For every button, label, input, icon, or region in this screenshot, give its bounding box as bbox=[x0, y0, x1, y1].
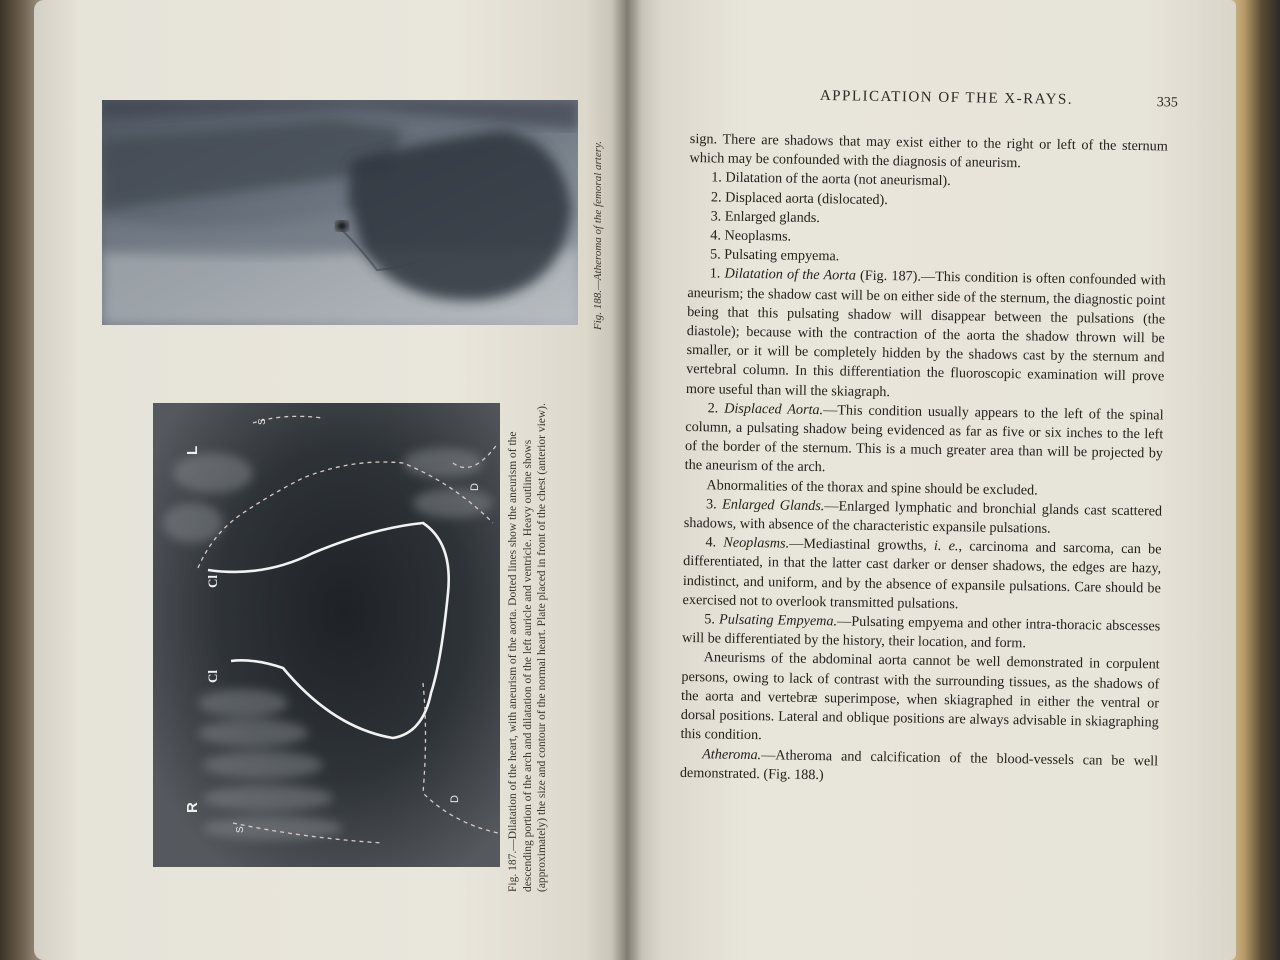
para-number: 4. bbox=[705, 534, 717, 551]
intro-paragraph: sign. There are shadows that may exist either to the right or left of the sternum which may be confounded with the diagnosis of aneurism. bbox=[689, 130, 1168, 172]
fig-187-caption: Fig. 187.—Dilatation of the heart, with aneurism of the aorta. Dotted lines show the aneurism of the descending portion of the arch and dilatation of the left auricle and ventricle. Heavy outline shows (approximately) the size and contour of the normal heart. Plate placed in front of the chest (anterior view). bbox=[507, 403, 548, 892]
running-title: APPLICATION OF THE X-RAYS. bbox=[819, 87, 1074, 108]
para-number: 2. bbox=[707, 400, 719, 417]
label-R: R bbox=[184, 802, 201, 813]
list-item: 1. Dilatation of the aorta (not aneurismal). bbox=[711, 169, 951, 190]
para-number: 3. bbox=[705, 496, 717, 513]
book-gutter bbox=[612, 0, 642, 960]
label-L: L bbox=[184, 445, 201, 455]
list-item: 2. Displaced aorta (dislocated). bbox=[710, 188, 888, 208]
para-body: —Enlarged lymphatic and bronchial glands cast scattered shadows, with absence of the characteristic expansile pulsations. bbox=[683, 498, 1163, 537]
paragraph-neoplasms bbox=[682, 533, 1161, 617]
para-heading: Dilatation of the Aorta bbox=[724, 265, 856, 285]
paragraph-displaced bbox=[685, 399, 1164, 483]
para-body: —Atheroma and calcification of the blood-vessels can be well demonstrated. (Fig. 188.) bbox=[679, 746, 1159, 783]
label-Cl-bottom: Cl bbox=[205, 670, 220, 683]
para-heading: Atheroma. bbox=[702, 745, 762, 763]
paragraph-dilatation bbox=[686, 264, 1166, 406]
para-heading: Displaced Aorta. bbox=[724, 400, 824, 418]
para-number: 5. bbox=[704, 611, 716, 628]
para-heading: Pulsating Empyema. bbox=[718, 611, 838, 630]
para-heading: Neoplasms. bbox=[723, 534, 790, 552]
body-text bbox=[680, 130, 1168, 790]
label-D-bottom: D bbox=[449, 795, 461, 803]
list-item: 5. Pulsating empyema. bbox=[709, 246, 840, 265]
femoral-artery-xray bbox=[102, 100, 578, 325]
para-body: —Mediastinal growths, bbox=[789, 535, 935, 555]
para-abbrev: i. e. bbox=[933, 538, 959, 555]
para-number: 1. bbox=[709, 265, 721, 282]
para-body: —This condition usually appears to the left of the spinal column, a pulsating shadow being evidenced as far as five or six inches to the left of the border of the sternum. This is a much greater area than will be projected by the aneurism of the arch. bbox=[684, 401, 1164, 476]
para-body: (Fig. 187).—This condition is often confounded with aneurism; the shadow cast will be on either side of the sternum, the diagnostic point being that this pulsating shadow will disappear between the pulsations (the diastole); because with the contraction of the aorta the shadow thrown will be smaller, or it will be completely hidden by the shadows cast by the sternum and vertebral column. In this differentiation the fluoroscopic examination will prove more useful than will the skiagraph. bbox=[685, 268, 1166, 400]
paragraph-abnormalities: Abnormalities of the thorax and spine should be excluded. bbox=[706, 476, 1038, 499]
paragraph-atheroma bbox=[680, 744, 1159, 790]
para-body: —Pulsating empyema and other intra-thoracic abscesses will be differentiated by the history, their location, and form. bbox=[681, 613, 1161, 652]
paragraph-abdominal: Aneurisms of the abdominal aorta cannot be well demonstrated in corpulent persons, owing to lack of contrast with the surrounding tissues, as the shadows of the aorta and vertebræ superimpose, when skiagraphed in either the ventral or dorsal positions. Lateral and oblique positions are always advisable in skiagraphing this condition. bbox=[680, 649, 1160, 744]
label-S-bottom: S bbox=[235, 826, 246, 833]
label-Cl-top: Cl bbox=[205, 575, 220, 588]
chest-xray bbox=[153, 403, 500, 867]
list-item: 4. Neoplasms. bbox=[710, 227, 792, 245]
label-S-top: S bbox=[257, 418, 268, 425]
page-number: 335 bbox=[1156, 95, 1178, 111]
para-body: , carcinoma and sarcoma, can be differentiated, in that the latter cast darker or denser shadows, the edges are hazy, indistinct, and uniform, and by the absence of expansile pulsations. Care should be exercised not to overlook transmitted pulsations. bbox=[682, 538, 1162, 613]
list-item: 3. Enlarged glands. bbox=[710, 208, 821, 226]
para-heading: Enlarged Glands. bbox=[722, 496, 825, 515]
label-D-top: D bbox=[469, 483, 481, 491]
fig-188-caption: Fig. 188.—Atheroma of the femoral artery. bbox=[592, 140, 604, 330]
